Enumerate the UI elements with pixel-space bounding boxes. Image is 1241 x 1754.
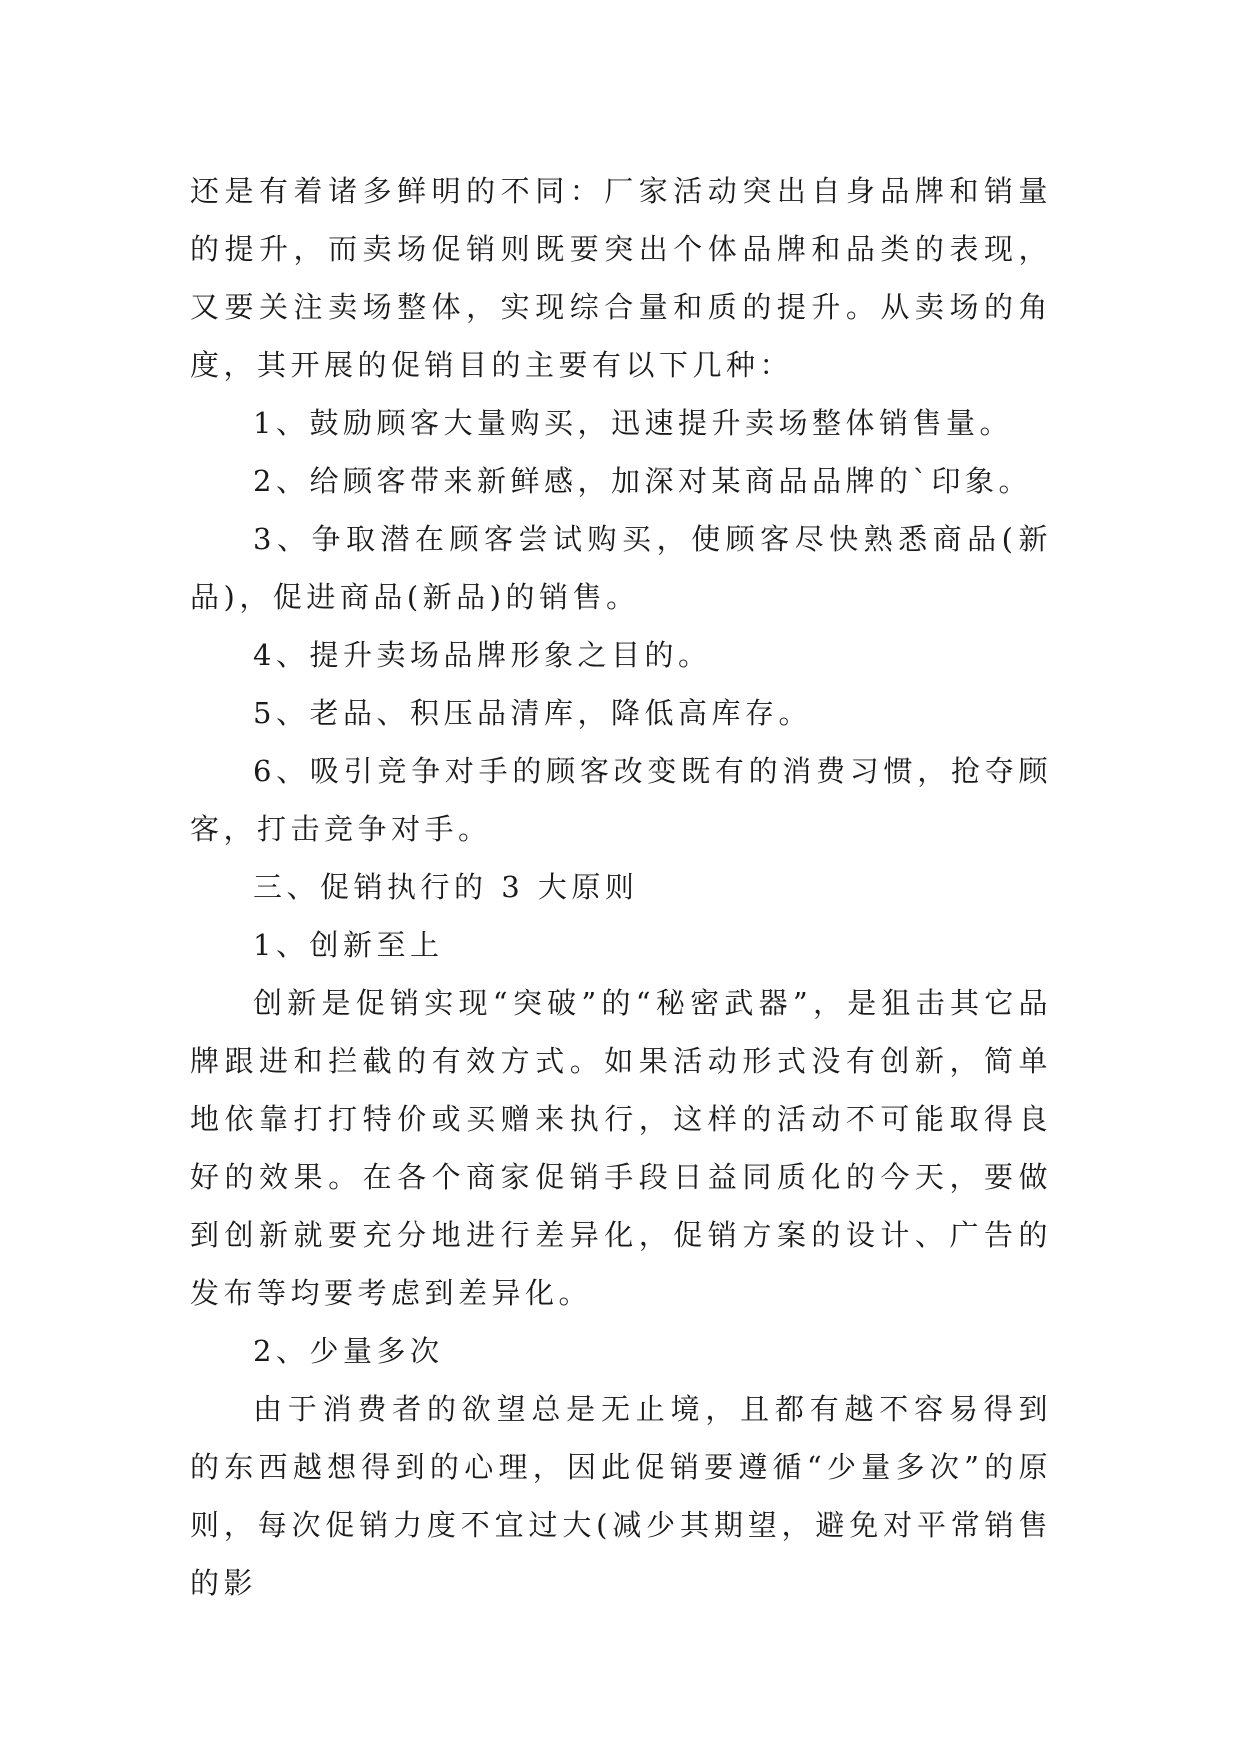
paragraph-principle-1: 创新是促销实现“突破”的“秘密武器”，是狙击其它品牌跟进和拦截的有效方式。如果活动形式没有创新，简单地依靠打打特价或买赠来执行，这样的活动不可能取得良好的效果。在各个商家促销手段日益同质化的今天，要做到创新就要充分地进行差异化，促销方案的设计、广告的发布等均要考虑到差异化。 <box>190 986 1052 1310</box>
paragraph-principle-2: 由于消费者的欲望总是无止境，且都有越不容易得到的东西越想得到的心理，因此促销要遵循“少量多次”的原则，每次促销力度不宜过大(减少其期望，避免对平常销售的影 <box>190 1392 1052 1600</box>
list-item-promotion-goal-2: 2、给顾客带来新鲜感，加深对某商品品牌的`印象。 <box>253 464 1032 498</box>
paragraph-continuation: 还是有着诸多鲜明的不同：厂家活动突出自身品牌和销量的提升，而卖场促销则既要突出个体品牌和品类的表现，又要关注卖场整体，实现综合量和质的提升。从卖场的角度，其开展的促销目的主要有以下几种： <box>190 174 1052 382</box>
subheading-principle-1: 1、创新至上 <box>253 928 444 962</box>
subheading-principle-2: 2、少量多次 <box>253 1334 444 1368</box>
list-item-promotion-goal-5: 5、老品、积压品清库，降低高库存。 <box>253 696 812 730</box>
document-body <box>190 162 1052 1612</box>
section-heading-principles: 三、促销执行的 3 大原则 <box>253 870 639 904</box>
list-item-promotion-goal-1: 1、鼓励顾客大量购买，迅速提升卖场整体销售量。 <box>253 406 1013 440</box>
list-item-promotion-goal-6: 6、吸引竞争对手的顾客改变既有的消费习惯，抢夺顾客，打击竞争对手。 <box>190 754 1052 846</box>
list-item-promotion-goal-4: 4、提升卖场品牌形象之目的。 <box>253 638 712 672</box>
list-item-promotion-goal-3: 3、争取潜在顾客尝试购买，使顾客尽快熟悉商品(新品)，促进商品(新品)的销售。 <box>190 522 1052 614</box>
